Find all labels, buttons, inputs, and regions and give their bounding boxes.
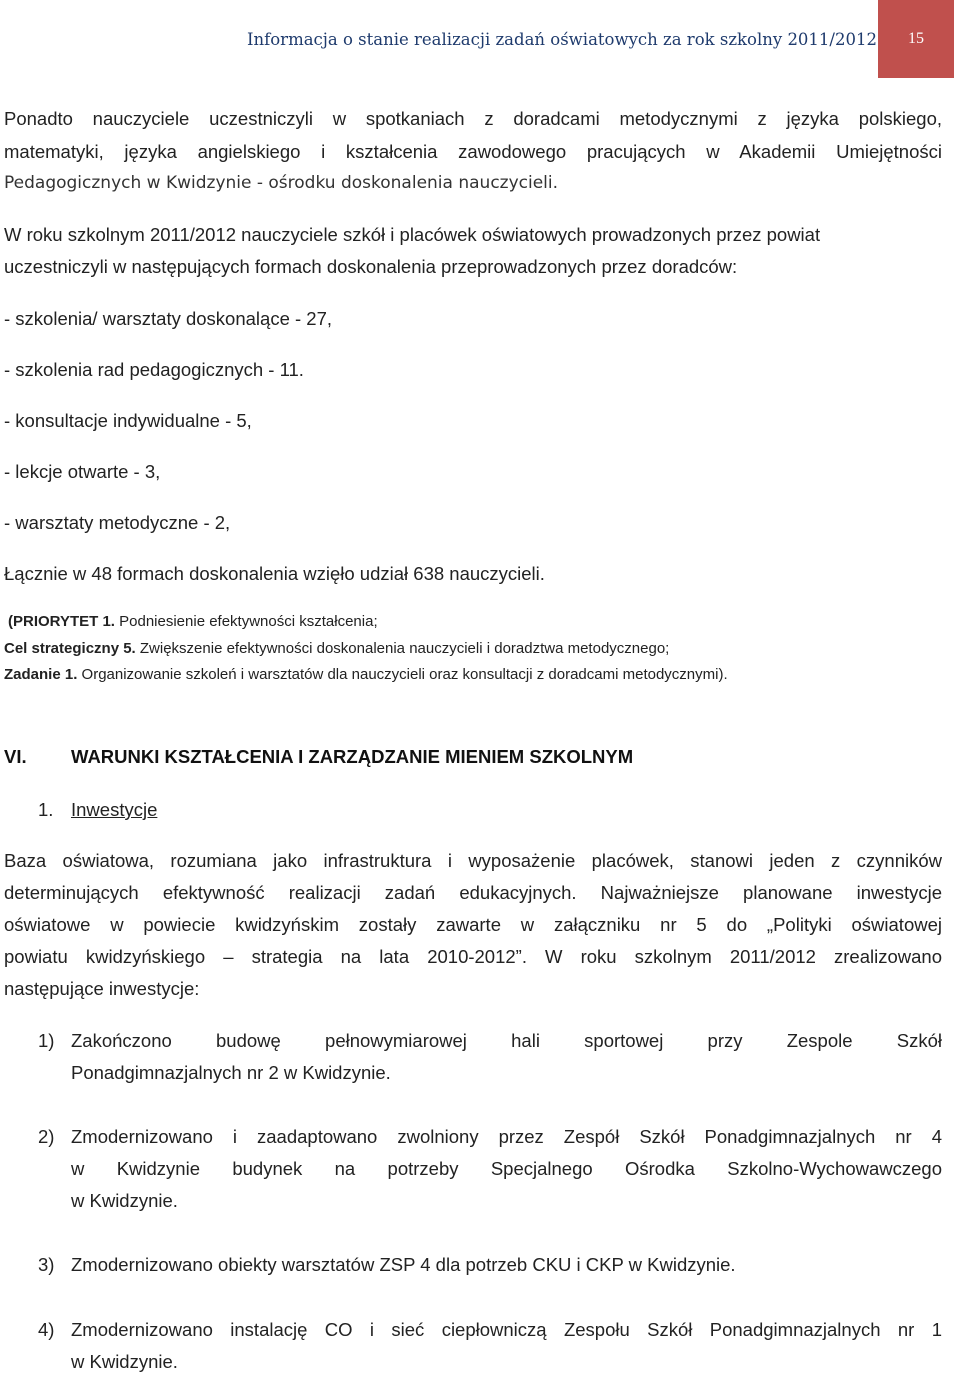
investment-line: następujące inwestycje: [4, 978, 200, 999]
intro-line: matematyki, języka angielskiego i kształcenia zawodowego pracujących w Akademii Umiejętności [4, 141, 942, 162]
goal-text: Zwiększenie efektywności doskonalenia nauczycieli i doradztwa metodycznego; [135, 640, 670, 657]
priority-line [8, 613, 378, 630]
section-number: VI. [4, 746, 27, 767]
investment-line: powiatu kwidzyńskiego – strategia na lata 2010-2012”. W roku szkolnym 2011/2012 zrealizowano [4, 946, 942, 967]
task-label: Zadanie 1. [4, 666, 78, 683]
training-item: - konsultacje indywidualne - 5, [4, 410, 252, 431]
investment-line: Baza oświatowa, rozumiana jako infrastruktura i wyposażenie placówek, stanowi jeden z czynników [4, 850, 942, 871]
investment-item-line: Zmodernizowano i zaadaptowano zwolniony przez Zespół Szkół Ponadgimnazjalnych nr 4 [71, 1126, 942, 1147]
priority-label: (PRIORYTET 1. [8, 613, 115, 630]
header-title: Informacja o stanie realizacji zadań oświatowych za rok szkolny 2011/2012 [247, 30, 877, 49]
investment-number: 1) [38, 1030, 55, 1051]
investment-line: oświatowe w powiecie kwidzyńskim zostały zawarte w załączniku nr 5 do „Polityki oświatowej [4, 914, 942, 935]
investment-item-line: w Kwidzynie budynek na potrzeby Specjalnego Ośrodka Szkolno-Wychowawczego [71, 1158, 942, 1179]
investment-item-line: Zmodernizowano instalację CO i sieć ciepłowniczą Zespołu Szkół Ponadgimnazjalnych nr 1 [71, 1319, 942, 1340]
investment-number: 2) [38, 1126, 55, 1147]
investment-item-line: Zakończono budowę pełnowymiarowej hali sportowej przy Zespole Szkół [71, 1030, 942, 1051]
training-item: - lekcje otwarte - 3, [4, 461, 161, 482]
training-item: - szkolenia/ warsztaty doskonalące - 27, [4, 308, 333, 329]
training-item: - szkolenia rad pedagogicznych - 11. [4, 359, 304, 380]
task-text: Organizowanie szkoleń i warsztatów dla nauczycieli oraz konsultacji z doradcami metodycznymi). [77, 666, 728, 683]
section-title: WARUNKI KSZTAŁCENIA I ZARZĄDZANIE MIENIEM SZKOLNYM [71, 746, 634, 767]
training-line: uczestniczyli w następujących formach doskonalenia przeprowadzonych przez doradców: [4, 256, 738, 277]
investment-item-line: Zmodernizowano obiekty warsztatów ZSP 4 dla potrzeb CKU i CKP w Kwidzynie. [71, 1254, 736, 1275]
intro-line: Ponadto nauczyciele uczestniczyli w spotkaniach z doradcami metodycznymi z języka polskiego, [4, 108, 942, 129]
page-number: 15 [878, 0, 954, 78]
training-line: W roku szkolnym 2011/2012 nauczyciele szkół i placówek oświatowych prowadzonych przez powiat [4, 224, 821, 245]
investment-number: 4) [38, 1319, 55, 1340]
investment-item-line: w Kwidzynie. [71, 1351, 178, 1372]
training-item: - warsztaty metodyczne - 2, [4, 512, 231, 533]
investment-item-line: Ponadgimnazjalnych nr 2 w Kwidzynie. [71, 1062, 391, 1083]
subsection-number: 1. [38, 799, 54, 820]
training-total: Łącznie w 48 formach doskonalenia wzięło udział 638 nauczycieli. [4, 563, 545, 584]
task-line [4, 666, 728, 683]
goal-label: Cel strategiczny 5. [4, 640, 136, 657]
intro-line: Pedagogicznych w Kwidzynie - ośrodku doskonalenia nauczycieli. [4, 173, 559, 193]
goal-line [4, 640, 669, 657]
investment-number: 3) [38, 1254, 55, 1275]
investment-item-line: w Kwidzynie. [71, 1190, 178, 1211]
investment-line: determinujących efektywność realizacji zadań edukacyjnych. Najważniejsze planowane inwestycje [4, 882, 942, 903]
subsection-title: Inwestycje [71, 799, 158, 820]
priority-text: Podniesienie efektywności kształcenia; [114, 613, 378, 630]
